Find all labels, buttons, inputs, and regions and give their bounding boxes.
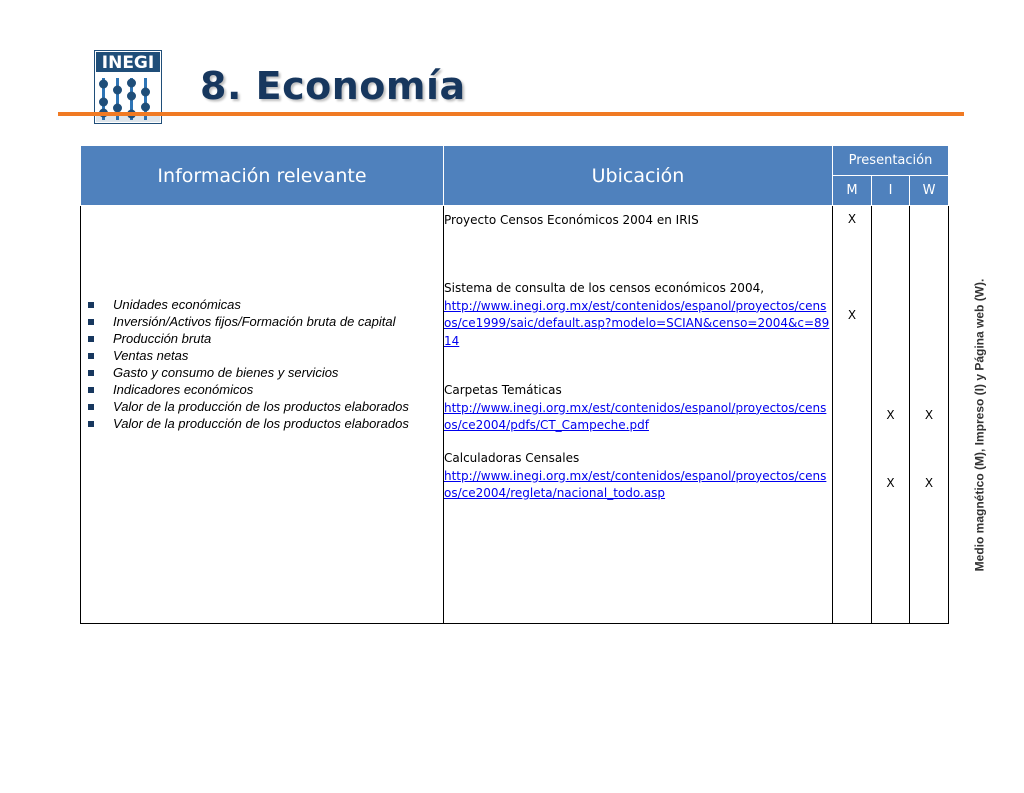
list-item: Producción bruta (81, 330, 443, 347)
i-cell (872, 206, 910, 624)
header-i: I (872, 176, 910, 206)
m-mark: X (847, 212, 857, 227)
page-title: 8. Economía (200, 64, 466, 108)
location-link[interactable]: http://www.inegi.org.mx/est/contenidos/espanol/proyectos/censos/ce2004/regleta/nacional_todo.asp (444, 468, 827, 501)
svg-text:INEGI: INEGI (101, 53, 155, 73)
list-item: Indicadores económicos (81, 381, 443, 398)
m-cell (833, 206, 872, 624)
header-w: W (910, 176, 949, 206)
m-mark: X (847, 308, 857, 323)
economy-table (80, 145, 949, 624)
location-entry (444, 450, 832, 503)
w-mark: X (924, 408, 934, 423)
location-entry (444, 280, 832, 350)
location-text: Sistema de consulta de los censos económicos 2004, (444, 281, 765, 296)
location-entry (444, 382, 832, 435)
list-item: Unidades económicas (81, 296, 443, 313)
list-item: Inversión/Activos fijos/Formación bruta de capital (81, 313, 443, 330)
location-cell (444, 206, 833, 624)
info-cell (81, 206, 444, 624)
w-cell (910, 206, 949, 624)
location-text: Carpetas Temáticas (444, 383, 562, 398)
location-entry (444, 212, 832, 230)
location-link[interactable]: http://www.inegi.org.mx/est/contenidos/espanol/proyectos/censos/ce1999/saic/default.asp?modelo=SCIAN&censo=2004&c=8914 (444, 298, 830, 348)
location-text: Proyecto Censos Económicos 2004 en IRIS (444, 213, 699, 228)
title-underline (58, 112, 964, 116)
side-note (971, 275, 987, 575)
list-item: Ventas netas (81, 347, 443, 364)
side-note-text: Medio magnético (M), Impreso (I) y Página web (W). (972, 278, 986, 572)
list-item: Gasto y consumo de bienes y servicios (81, 364, 443, 381)
list-item: Valor de la producción de los productos elaborados (81, 398, 443, 415)
w-mark: X (924, 476, 934, 491)
i-mark: X (886, 476, 895, 491)
i-mark: X (886, 408, 895, 423)
header-location: Ubicación (444, 146, 833, 206)
header-presentation: Presentación (833, 146, 949, 176)
header-info: Información relevante (81, 146, 444, 206)
list-item: Valor de la producción de los productos elaborados (81, 415, 443, 432)
info-list (81, 296, 443, 432)
location-link[interactable]: http://www.inegi.org.mx/est/contenidos/espanol/proyectos/censos/ce2004/pdfs/CT_Campeche.pdf (444, 400, 827, 433)
location-text: Calculadoras Censales (444, 451, 580, 466)
header-m: M (833, 176, 872, 206)
